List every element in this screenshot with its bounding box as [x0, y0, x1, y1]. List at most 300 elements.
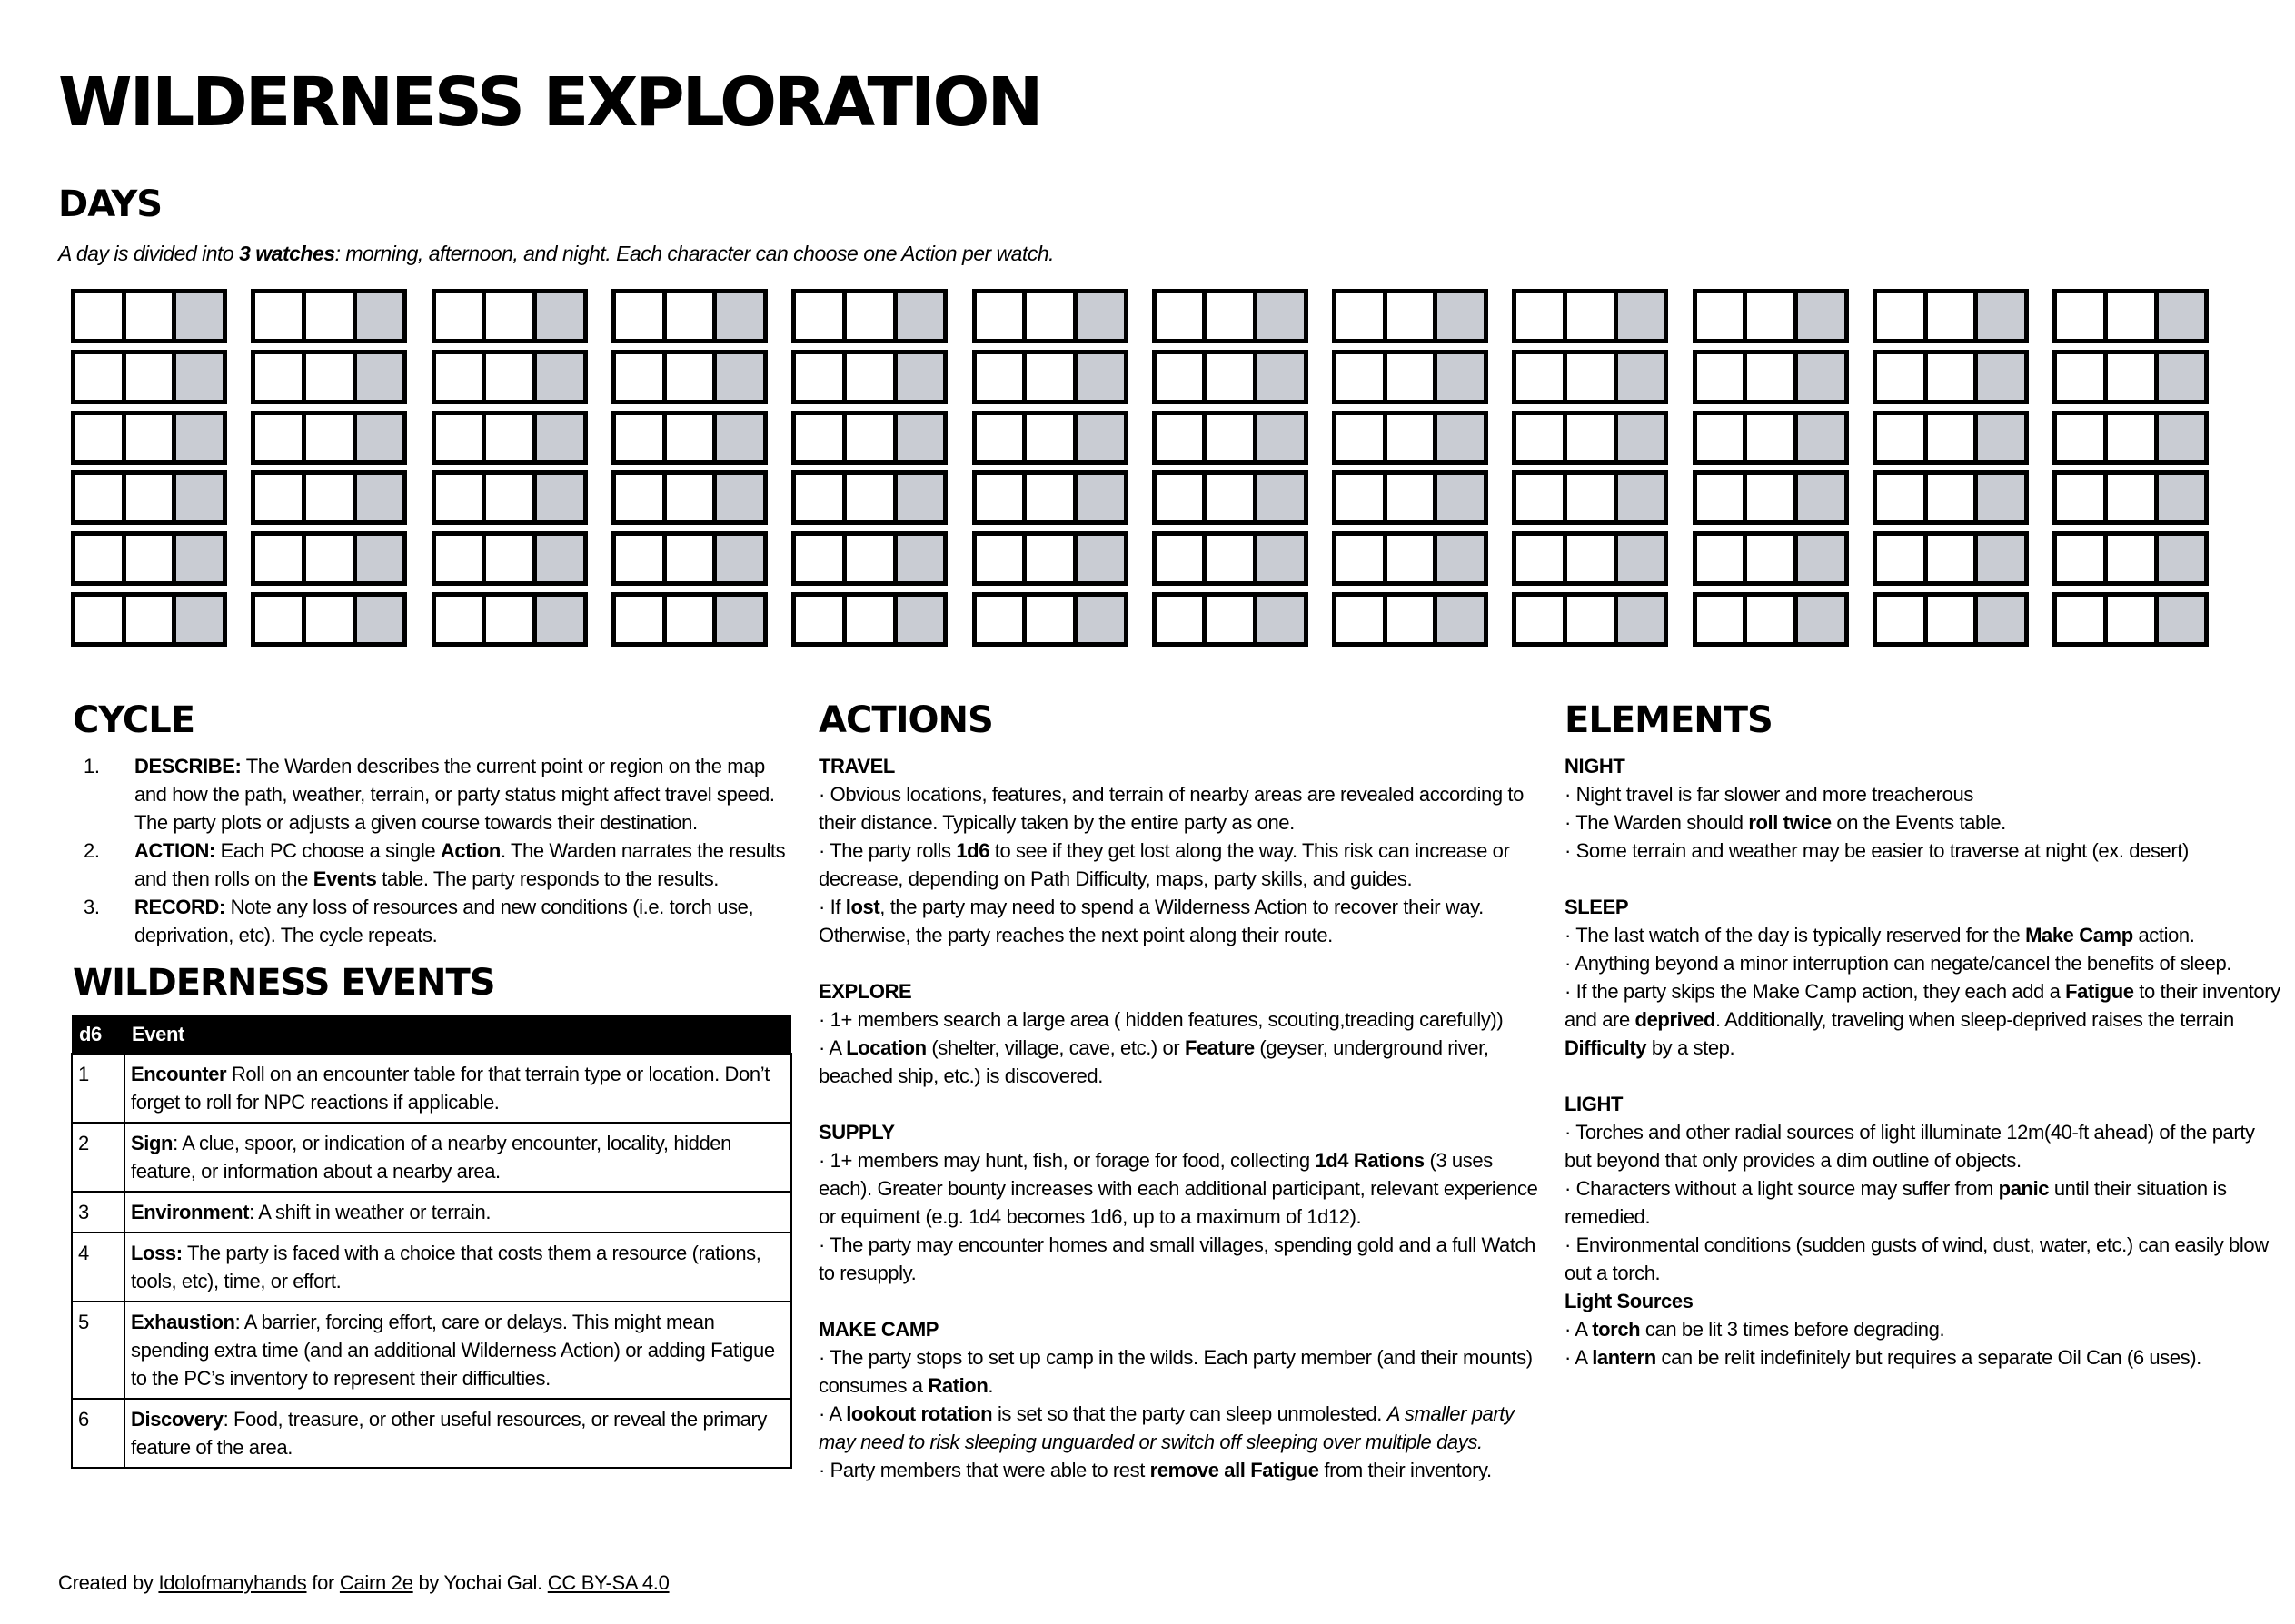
night-watch-box[interactable]	[1973, 411, 2029, 465]
watch-box[interactable]	[1693, 289, 1748, 343]
watch-box[interactable]	[1022, 411, 1078, 465]
watch-box[interactable]	[2052, 592, 2108, 647]
day-tracker[interactable]	[972, 470, 1128, 525]
night-watch-box[interactable]	[893, 592, 949, 647]
watch-box[interactable]	[482, 470, 537, 525]
day-tracker[interactable]	[2052, 411, 2209, 465]
watch-box[interactable]	[302, 350, 357, 404]
day-tracker[interactable]	[1693, 289, 1849, 343]
watch-box[interactable]	[122, 350, 177, 404]
day-tracker[interactable]	[251, 531, 407, 586]
watch-box[interactable]	[122, 592, 177, 647]
watch-box[interactable]	[1923, 531, 1979, 586]
watch-box[interactable]	[1383, 289, 1438, 343]
day-tracker[interactable]	[251, 289, 407, 343]
watch-box[interactable]	[611, 289, 667, 343]
watch-box[interactable]	[1923, 411, 1979, 465]
watch-box[interactable]	[2052, 350, 2108, 404]
night-watch-box[interactable]	[1614, 350, 1669, 404]
day-tracker[interactable]	[1152, 289, 1308, 343]
day-tracker[interactable]	[2052, 592, 2209, 647]
night-watch-box[interactable]	[893, 289, 949, 343]
watch-box[interactable]	[2103, 592, 2159, 647]
night-watch-box[interactable]	[1614, 470, 1669, 525]
watch-box[interactable]	[302, 531, 357, 586]
day-tracker[interactable]	[1332, 411, 1488, 465]
night-watch-box[interactable]	[1973, 470, 2029, 525]
watch-box[interactable]	[1512, 531, 1567, 586]
night-watch-box[interactable]	[1253, 531, 1308, 586]
watch-box[interactable]	[842, 470, 898, 525]
watch-box[interactable]	[1152, 470, 1207, 525]
watch-box[interactable]	[251, 350, 306, 404]
watch-box[interactable]	[1383, 411, 1438, 465]
watch-box[interactable]	[482, 289, 537, 343]
watch-box[interactable]	[1693, 470, 1748, 525]
night-watch-box[interactable]	[1433, 289, 1488, 343]
watch-box[interactable]	[432, 592, 487, 647]
night-watch-box[interactable]	[1253, 411, 1308, 465]
night-watch-box[interactable]	[353, 531, 408, 586]
day-tracker[interactable]	[1332, 289, 1488, 343]
watch-box[interactable]	[1743, 289, 1798, 343]
night-watch-box[interactable]	[1433, 531, 1488, 586]
watch-box[interactable]	[482, 350, 537, 404]
watch-box[interactable]	[1022, 592, 1078, 647]
night-watch-box[interactable]	[712, 592, 768, 647]
watch-box[interactable]	[2103, 531, 2159, 586]
sleep-line: · If the party skips the Make Camp action, they each add a Fatigue to their inventory and are deprived. Additionally, traveling when sleep-deprived raises the terrain Difficulty by a step.	[1565, 980, 2280, 1059]
watch-box[interactable]	[1332, 411, 1387, 465]
watch-box[interactable]	[1152, 289, 1207, 343]
night-watch-box[interactable]	[353, 592, 408, 647]
night-watch-box[interactable]	[532, 350, 588, 404]
day-tracker[interactable]	[611, 592, 768, 647]
day-tracker[interactable]	[1332, 350, 1488, 404]
watch-box[interactable]	[1202, 350, 1257, 404]
watch-box[interactable]	[482, 531, 537, 586]
day-tracker[interactable]	[2052, 531, 2209, 586]
day-tracker[interactable]	[432, 289, 588, 343]
watch-box[interactable]	[1873, 470, 1928, 525]
night-watch-box[interactable]	[353, 350, 408, 404]
night-watch-box[interactable]	[1433, 350, 1488, 404]
day-tracker[interactable]	[432, 470, 588, 525]
watch-box[interactable]	[302, 592, 357, 647]
night-watch-box[interactable]	[172, 350, 227, 404]
watch-box[interactable]	[611, 350, 667, 404]
day-tracker[interactable]	[1152, 411, 1308, 465]
watch-box[interactable]	[791, 289, 847, 343]
night-watch-box[interactable]	[1614, 289, 1669, 343]
day-tracker[interactable]	[791, 592, 948, 647]
watch-box[interactable]	[1693, 350, 1748, 404]
watch-box[interactable]	[122, 470, 177, 525]
night-watch-box[interactable]	[2154, 411, 2210, 465]
night-watch-box[interactable]	[1253, 350, 1308, 404]
day-tracker[interactable]	[1332, 470, 1488, 525]
night-watch-box[interactable]	[2154, 289, 2210, 343]
watch-box[interactable]	[2052, 289, 2108, 343]
night-watch-box[interactable]	[532, 411, 588, 465]
watch-box[interactable]	[842, 289, 898, 343]
watch-box[interactable]	[1743, 592, 1798, 647]
day-tracker[interactable]	[1873, 411, 2029, 465]
watch-box[interactable]	[1743, 350, 1798, 404]
day-tracker[interactable]	[1693, 411, 1849, 465]
watch-box[interactable]	[972, 350, 1028, 404]
watch-box[interactable]	[1873, 592, 1928, 647]
watch-box[interactable]	[972, 411, 1028, 465]
watch-box[interactable]	[1022, 289, 1078, 343]
day-tracker[interactable]	[1693, 470, 1849, 525]
day-tracker[interactable]	[972, 350, 1128, 404]
night-watch-box[interactable]	[1433, 470, 1488, 525]
watch-box[interactable]	[662, 411, 718, 465]
day-tracker[interactable]	[972, 411, 1128, 465]
watch-box[interactable]	[1563, 470, 1618, 525]
day-tracker[interactable]	[71, 592, 227, 647]
watch-box[interactable]	[1512, 411, 1567, 465]
watch-box[interactable]	[1383, 350, 1438, 404]
watch-box[interactable]	[2052, 411, 2108, 465]
watch-box[interactable]	[2052, 470, 2108, 525]
watch-box[interactable]	[1873, 411, 1928, 465]
watch-box[interactable]	[842, 531, 898, 586]
night-watch-box[interactable]	[893, 350, 949, 404]
night-watch-box[interactable]	[712, 470, 768, 525]
watch-box[interactable]	[1743, 470, 1798, 525]
watch-box[interactable]	[1873, 350, 1928, 404]
night-watch-box[interactable]	[1073, 411, 1128, 465]
day-tracker[interactable]	[1693, 592, 1849, 647]
night-watch-box[interactable]	[1793, 350, 1849, 404]
night-watch-box[interactable]	[893, 531, 949, 586]
watch-box[interactable]	[1152, 592, 1207, 647]
watch-box[interactable]	[251, 289, 306, 343]
watch-box[interactable]	[432, 531, 487, 586]
watch-box[interactable]	[662, 350, 718, 404]
night-watch-box[interactable]	[172, 592, 227, 647]
watch-box[interactable]	[1022, 470, 1078, 525]
watch-box[interactable]	[302, 470, 357, 525]
night-watch-box[interactable]	[2154, 592, 2210, 647]
night-watch-box[interactable]	[712, 531, 768, 586]
night-watch-box[interactable]	[1793, 289, 1849, 343]
sleep-title: SLEEP	[1565, 896, 1629, 918]
watch-box[interactable]	[1923, 470, 1979, 525]
day-tracker[interactable]	[611, 411, 768, 465]
night-watch-box[interactable]	[1253, 289, 1308, 343]
watch-box[interactable]	[71, 470, 126, 525]
watch-box[interactable]	[662, 592, 718, 647]
table-row: 5 Exhaustion: A barrier, forcing effort, care or delays. This might mean spending extra time (and an additional Wilderness Action) or adding Fatigue to the PC’s inventory to represent their difficulties.	[72, 1302, 791, 1399]
night-watch-box[interactable]	[1073, 531, 1128, 586]
watch-box[interactable]	[1512, 470, 1567, 525]
watch-box[interactable]	[1563, 289, 1618, 343]
night-watch-box[interactable]	[893, 411, 949, 465]
day-tracker[interactable]	[1152, 350, 1308, 404]
watch-box[interactable]	[2103, 411, 2159, 465]
day-tracker[interactable]	[251, 470, 407, 525]
watch-box[interactable]	[1923, 289, 1979, 343]
day-tracker[interactable]	[1512, 350, 1668, 404]
game-link[interactable]: Cairn 2e	[339, 1571, 413, 1594]
watch-box[interactable]	[482, 411, 537, 465]
day-tracker[interactable]	[1332, 531, 1488, 586]
night-watch-box[interactable]	[1614, 411, 1669, 465]
watch-box[interactable]	[972, 470, 1028, 525]
day-tracker[interactable]	[611, 289, 768, 343]
watch-box[interactable]	[122, 289, 177, 343]
day-tracker[interactable]	[1152, 592, 1308, 647]
watch-box[interactable]	[791, 411, 847, 465]
day-tracker[interactable]	[1152, 470, 1308, 525]
watch-box[interactable]	[842, 411, 898, 465]
watch-box[interactable]	[1152, 531, 1207, 586]
night-watch-box[interactable]	[1793, 470, 1849, 525]
camp-line: · The party stops to set up camp in the wilds. Each party member (and their mounts) consumes a Ration.	[819, 1346, 1533, 1397]
watch-box[interactable]	[251, 470, 306, 525]
day-tracker[interactable]	[972, 592, 1128, 647]
watch-box[interactable]	[302, 411, 357, 465]
watch-box[interactable]	[1383, 470, 1438, 525]
night-watch-box[interactable]	[1073, 350, 1128, 404]
watch-box[interactable]	[1202, 289, 1257, 343]
watch-box[interactable]	[972, 592, 1028, 647]
day-tracker[interactable]	[791, 531, 948, 586]
watch-box[interactable]	[1743, 531, 1798, 586]
watch-box[interactable]	[1743, 411, 1798, 465]
night-watch-box[interactable]	[353, 289, 408, 343]
night-watch-box[interactable]	[712, 289, 768, 343]
watch-box[interactable]	[1152, 411, 1207, 465]
watch-box[interactable]	[2052, 531, 2108, 586]
night-watch-box[interactable]	[893, 470, 949, 525]
watch-box[interactable]	[122, 531, 177, 586]
day-tracker[interactable]	[791, 289, 948, 343]
license-link[interactable]: CC BY-SA 4.0	[547, 1571, 670, 1594]
days-heading: DAYS	[58, 183, 163, 225]
day-tracker[interactable]	[2052, 470, 2209, 525]
watch-box[interactable]	[432, 289, 487, 343]
day-tracker[interactable]	[1873, 470, 2029, 525]
night-watch-box[interactable]	[1973, 592, 2029, 647]
watch-box[interactable]	[791, 350, 847, 404]
day-tracker[interactable]	[71, 531, 227, 586]
watch-box[interactable]	[791, 531, 847, 586]
night-watch-box[interactable]	[532, 289, 588, 343]
watch-box[interactable]	[1563, 411, 1618, 465]
watch-box[interactable]	[1873, 531, 1928, 586]
night-watch-box[interactable]	[1973, 289, 2029, 343]
day-tracker[interactable]	[791, 350, 948, 404]
watch-box[interactable]	[1332, 470, 1387, 525]
day-tracker[interactable]	[1512, 531, 1668, 586]
supply-line: · The party may encounter homes and small villages, spending gold and a full Watch to resupply.	[819, 1233, 1535, 1284]
watch-box[interactable]	[1563, 592, 1618, 647]
watch-box[interactable]	[1923, 350, 1979, 404]
night-watch-box[interactable]	[1973, 531, 2029, 586]
watch-box[interactable]	[2103, 470, 2159, 525]
night-watch-box[interactable]	[532, 592, 588, 647]
day-tracker[interactable]	[1693, 531, 1849, 586]
watch-box[interactable]	[1202, 411, 1257, 465]
day-tracker[interactable]	[1873, 531, 2029, 586]
day-tracker[interactable]	[251, 592, 407, 647]
watch-box[interactable]	[1202, 470, 1257, 525]
night-watch-box[interactable]	[1433, 411, 1488, 465]
day-tracker[interactable]	[611, 531, 768, 586]
day-tracker[interactable]	[1332, 592, 1488, 647]
day-tracker[interactable]	[71, 411, 227, 465]
watch-box[interactable]	[842, 592, 898, 647]
day-tracker[interactable]	[432, 592, 588, 647]
night-watch-box[interactable]	[1073, 592, 1128, 647]
day-tracker[interactable]	[1873, 350, 2029, 404]
watch-box[interactable]	[1332, 350, 1387, 404]
watch-box[interactable]	[1152, 350, 1207, 404]
day-tracker[interactable]	[71, 289, 227, 343]
author-link[interactable]: Idolofmanyhands	[158, 1571, 307, 1594]
night-watch-box[interactable]	[172, 470, 227, 525]
day-tracker[interactable]	[1512, 289, 1668, 343]
watch-box[interactable]	[972, 531, 1028, 586]
watch-box[interactable]	[2103, 289, 2159, 343]
watch-box[interactable]	[122, 411, 177, 465]
travel-title: TRAVEL	[819, 755, 895, 777]
watch-box[interactable]	[662, 470, 718, 525]
night-watch-box[interactable]	[712, 350, 768, 404]
day-tracker[interactable]	[1873, 289, 2029, 343]
watch-box[interactable]	[1693, 531, 1748, 586]
day-tracker[interactable]	[432, 350, 588, 404]
watch-box[interactable]	[791, 470, 847, 525]
day-tracker[interactable]	[251, 350, 407, 404]
watch-box[interactable]	[1563, 350, 1618, 404]
watch-box[interactable]	[71, 592, 126, 647]
day-tracker[interactable]	[251, 411, 407, 465]
watch-box[interactable]	[1512, 592, 1567, 647]
watch-box[interactable]	[1923, 592, 1979, 647]
day-tracker[interactable]	[71, 470, 227, 525]
watch-box[interactable]	[251, 592, 306, 647]
watch-box[interactable]	[662, 289, 718, 343]
night-watch-box[interactable]	[172, 411, 227, 465]
watch-box[interactable]	[251, 531, 306, 586]
day-tracker[interactable]	[1873, 592, 2029, 647]
watch-box[interactable]	[1332, 289, 1387, 343]
day-tracker[interactable]	[611, 470, 768, 525]
day-tracker[interactable]	[1693, 350, 1849, 404]
day-tracker[interactable]	[432, 531, 588, 586]
night-watch-box[interactable]	[172, 531, 227, 586]
watch-box[interactable]	[1512, 289, 1567, 343]
watch-box[interactable]	[791, 592, 847, 647]
watch-box[interactable]	[2103, 350, 2159, 404]
night-watch-box[interactable]	[2154, 470, 2210, 525]
watch-box[interactable]	[71, 411, 126, 465]
watch-box[interactable]	[71, 531, 126, 586]
watch-box[interactable]	[432, 350, 487, 404]
night-watch-box[interactable]	[1073, 470, 1128, 525]
watch-box[interactable]	[1873, 289, 1928, 343]
night-watch-box[interactable]	[712, 411, 768, 465]
day-tracker[interactable]	[1512, 411, 1668, 465]
watch-box[interactable]	[71, 289, 126, 343]
day-tracker[interactable]	[1152, 531, 1308, 586]
day-tracker[interactable]	[71, 350, 227, 404]
watch-box[interactable]	[1693, 592, 1748, 647]
day-tracker[interactable]	[791, 470, 948, 525]
night-watch-box[interactable]	[532, 470, 588, 525]
night-watch-box[interactable]	[1073, 289, 1128, 343]
watch-box[interactable]	[611, 411, 667, 465]
watch-box[interactable]	[611, 592, 667, 647]
watch-box[interactable]	[662, 531, 718, 586]
day-tracker[interactable]	[972, 289, 1128, 343]
day-tracker[interactable]	[2052, 350, 2209, 404]
night-watch-box[interactable]	[1614, 531, 1669, 586]
night-watch-box[interactable]	[1973, 350, 2029, 404]
night-watch-box[interactable]	[532, 531, 588, 586]
watch-box[interactable]	[1563, 531, 1618, 586]
watch-box[interactable]	[1693, 411, 1748, 465]
day-tracker[interactable]	[611, 350, 768, 404]
watch-box[interactable]	[1332, 531, 1387, 586]
night-watch-box[interactable]	[353, 470, 408, 525]
night-watch-box[interactable]	[1614, 592, 1669, 647]
watch-box[interactable]	[1202, 592, 1257, 647]
watch-box[interactable]	[842, 350, 898, 404]
watch-box[interactable]	[1383, 531, 1438, 586]
watch-box[interactable]	[1022, 350, 1078, 404]
watch-box[interactable]	[611, 470, 667, 525]
night-watch-box[interactable]	[2154, 350, 2210, 404]
night-watch-box[interactable]	[1253, 470, 1308, 525]
watch-box[interactable]	[71, 350, 126, 404]
watch-box[interactable]	[302, 289, 357, 343]
watch-box[interactable]	[432, 411, 487, 465]
night-line: · Some terrain and weather may be easier to traverse at night (ex. desert)	[1565, 839, 2189, 862]
watch-box[interactable]	[611, 531, 667, 586]
night-watch-box[interactable]	[1793, 592, 1849, 647]
night-watch-box[interactable]	[1793, 531, 1849, 586]
night-watch-box[interactable]	[2154, 531, 2210, 586]
day-tracker[interactable]	[1512, 592, 1668, 647]
watch-box[interactable]	[1332, 592, 1387, 647]
watch-box[interactable]	[432, 470, 487, 525]
night-watch-box[interactable]	[1253, 592, 1308, 647]
day-tracker[interactable]	[2052, 289, 2209, 343]
night-watch-box[interactable]	[353, 411, 408, 465]
watch-box[interactable]	[1022, 531, 1078, 586]
explore-line: · A Location (shelter, village, cave, etc.) or Feature (geyser, underground river, beached ship, etc.) is discovered.	[819, 1036, 1489, 1087]
day-tracker[interactable]	[432, 411, 588, 465]
day-tracker[interactable]	[791, 411, 948, 465]
watch-box[interactable]	[482, 592, 537, 647]
watch-box[interactable]	[1512, 350, 1567, 404]
night-watch-box[interactable]	[1433, 592, 1488, 647]
watch-box[interactable]	[972, 289, 1028, 343]
day-tracker[interactable]	[972, 531, 1128, 586]
watch-box[interactable]	[251, 411, 306, 465]
night-watch-box[interactable]	[172, 289, 227, 343]
night-watch-box[interactable]	[1793, 411, 1849, 465]
watch-box[interactable]	[1202, 531, 1257, 586]
watch-box[interactable]	[1383, 592, 1438, 647]
day-tracker[interactable]	[1512, 470, 1668, 525]
